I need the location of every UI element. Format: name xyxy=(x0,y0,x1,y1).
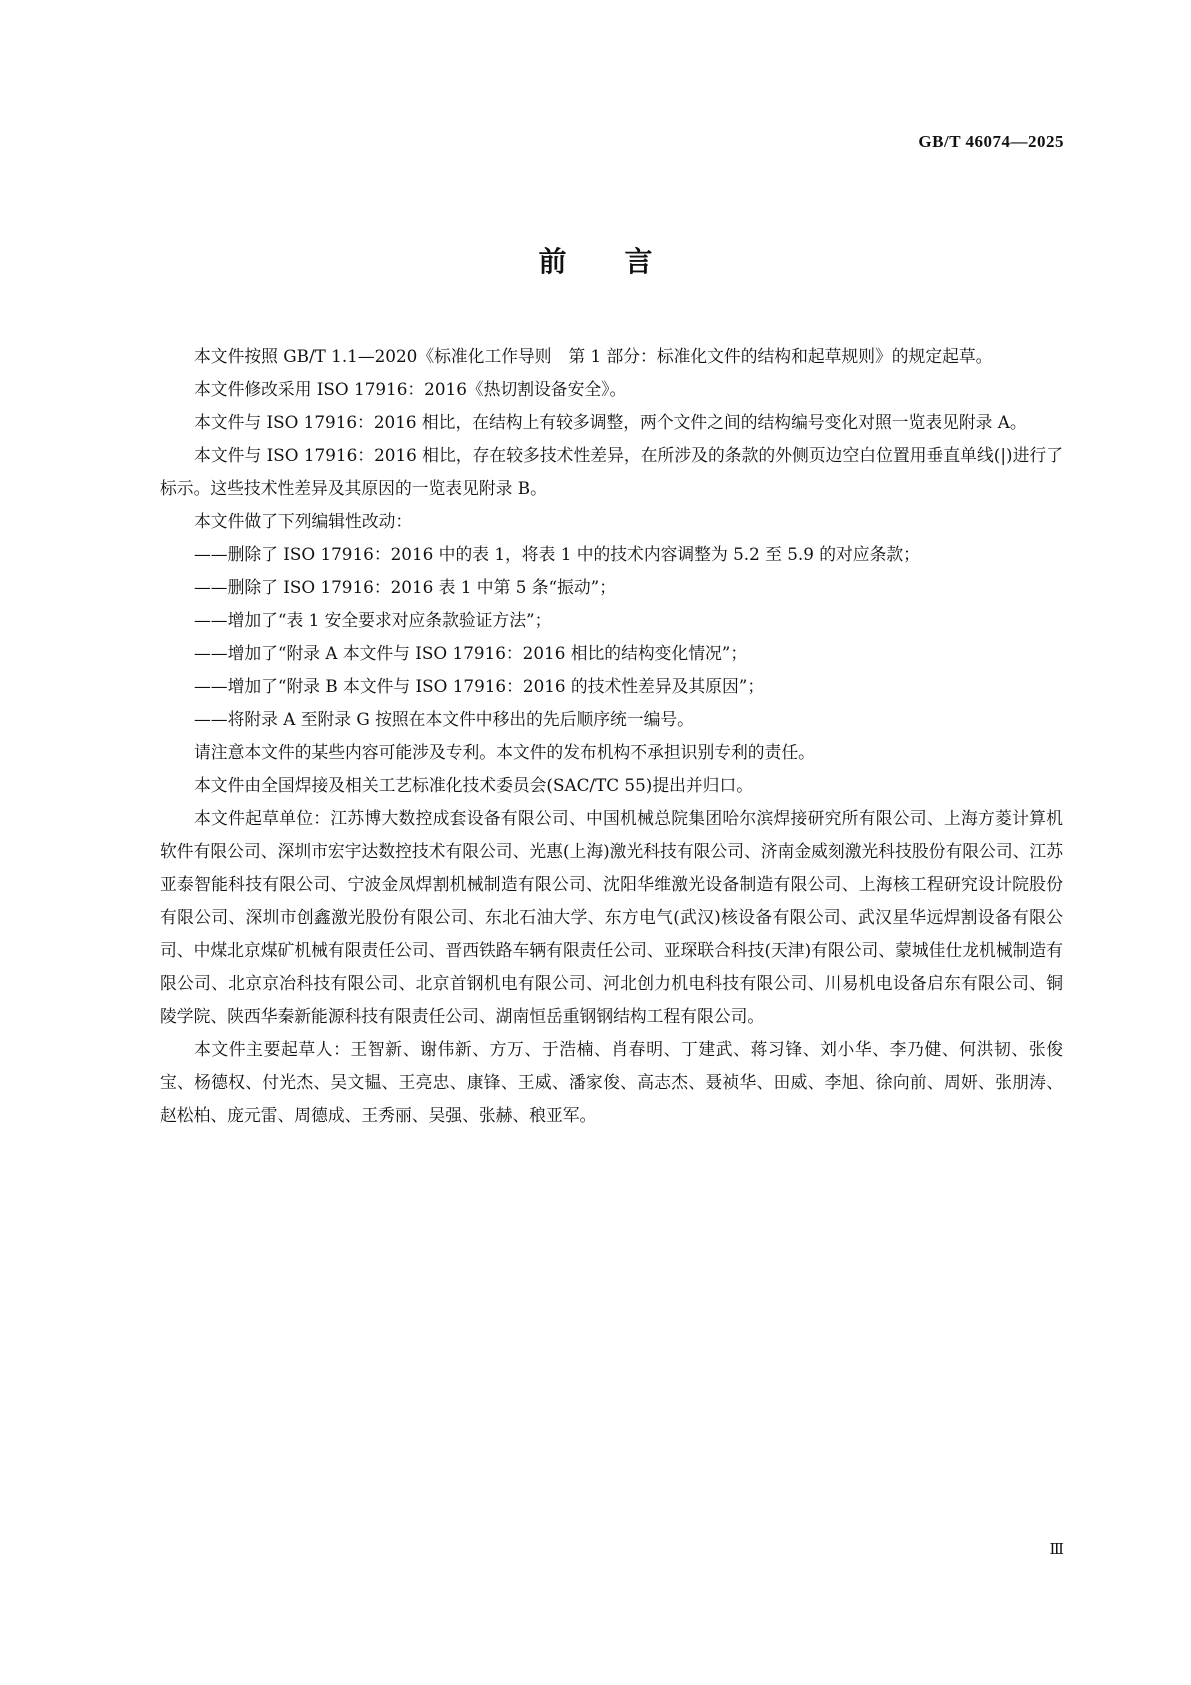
paragraph-editorial-changes: 本文件做了下列编辑性改动： xyxy=(194,511,413,531)
paragraph-drafters: 本文件主要起草人：王智新、谢伟新、方万、于浩楠、肖春明、丁建武、蒋习锋、刘小华、李乃健、何洪韧、张俊宝、杨德权、付光杰、吴文韫、王亮忠、康锋、王威、潘家俊、高志杰、聂祯华、田威、李旭、徐向前、周妍、张朋涛、赵松柏、庞元雷、周德成、王秀丽、吴强、张赫、稂亚军。 xyxy=(160,1039,1063,1125)
standard-code: GB/T 46074—2025 xyxy=(918,132,1064,151)
list-item: ——删除了 ISO 17916：2016 中的表 1，将表 1 中的技术内容调整为 5.2 至 5.9 的对应条款； xyxy=(194,544,920,564)
list-item: ——增加了“附录 A 本文件与 ISO 17916：2016 相比的结构变化情况”； xyxy=(194,643,748,663)
paragraph-adoption: 本文件修改采用 ISO 17916：2016《热切割设备安全》。 xyxy=(194,379,627,399)
list-item: ——将附录 A 至附录 G 按照在本文件中移出的先后顺序统一编号。 xyxy=(194,709,694,729)
paragraph-drafting-units: 本文件起草单位：江苏博大数控成套设备有限公司、中国机械总院集团哈尔滨焊接研究所有限公司、上海方菱计算机软件有限公司、深圳市宏宇达数控技术有限公司、光惠(上海)激光科技有限公司、济南金威刻激光科技股份有限公司、江苏亚泰智能科技有限公司、宁波金凤焊割机械制造有限公司、沈阳华维激光设备制造有限公司、上海核工程研究设计院股份有限公司、深圳市创鑫激光股份有限公司、东北石油大学、东方电气(武汉)核设备有限公司、武汉星华远焊割设备有限公司、中煤北京煤矿机械有限责任公司、晋西铁路车辆有限责任公司、亚琛联合科技(天津)有限公司、蒙城佳仕龙机械制造有限公司、北京京冶科技有限公司、北京首钢机电有限公司、河北创力机电科技有限公司、川易机电设备启东有限公司、铜陵学院、陕西华秦新能源科技有限责任公司、湖南恒岳重钢钢结构工程有限公司。 xyxy=(160,808,1063,1026)
paragraph-structure-changes: 本文件与 ISO 17916：2016 相比，在结构上有较多调整，两个文件之间的结构编号变化对照一览表见附录 A。 xyxy=(194,412,1027,432)
list-item: ——增加了“表 1 安全要求对应条款验证方法”； xyxy=(194,610,552,630)
page-number: Ⅲ xyxy=(1049,1542,1064,1558)
preface-body xyxy=(160,340,1063,1132)
paragraph-drafting-rules: 本文件按照 GB/T 1.1—2020《标准化工作导则 第 1 部分：标准化文件的结构和起草规则》的规定起草。 xyxy=(194,346,993,366)
list-item: ——删除了 ISO 17916：2016 表 1 中第 5 条“振动”； xyxy=(194,577,616,597)
paragraph-proposer: 本文件由全国焊接及相关工艺标准化技术委员会(SAC/TC 55)提出并归口。 xyxy=(194,775,754,795)
paragraph-technical-deviations: 本文件与 ISO 17916：2016 相比，存在较多技术性差异，在所涉及的条款的外侧页边空白位置用垂直单线(|)进行了标示。这些技术性差异及其原因的一览表见附录 B。 xyxy=(160,445,1063,498)
paragraph-patent-notice: 请注意本文件的某些内容可能涉及专利。本文件的发布机构不承担识别专利的责任。 xyxy=(194,742,815,762)
page-title: 前言 xyxy=(538,245,711,278)
list-item: ——增加了“附录 B 本文件与 ISO 17916：2016 的技术性差异及其原因”； xyxy=(194,676,765,696)
